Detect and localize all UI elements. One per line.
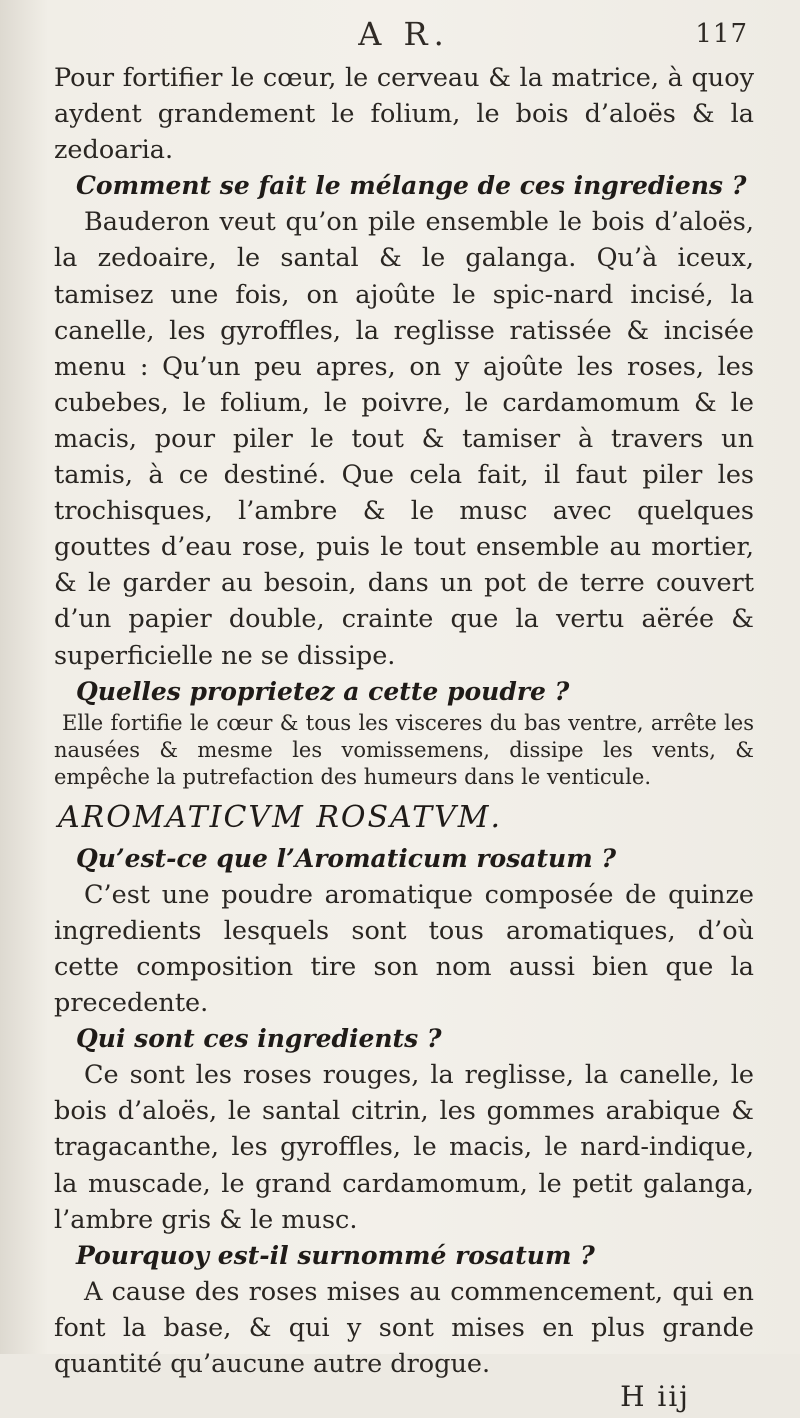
question-melange: Comment se fait le mélange de ces ingrediens ? — [76, 171, 747, 201]
paragraph-fortifier: Pour fortifier le cœur, le cerveau & la matrice, à quoy aydent grandement le folium, le bois d’aloës & la zedoaria. — [54, 63, 754, 166]
question-aromaticum: Qu’est-ce que l’Aromaticum rosatum ? — [76, 843, 617, 873]
paragraph-bauderon: Bauderon veut qu’on pile ensemble le bois d’aloës, la zedoaire, le santal & le galanga. Qu’à iceux, tamisez une fois, on ajoûte le spic-nard incisé, la canelle, les gyroffles, la reglisse ratissée & incisée menu : Qu’un peu apres, on y ajoûte les roses, les cubebes, le folium, le poivre, le cardamomum & le macis, pour piler le tout & tamiser à travers un tamis, à ce destiné. Que cela fait, il faut piler les trochisques, l’ambre & le musc avec quelques gouttes d’eau rose, puis le tout ensemble au mortier, & le garder au besoin, dans un pot de terre couvert d’un papier double, crainte que la vertu aërée & superficielle ne se dissipe. — [54, 207, 754, 671]
section-title-aromaticum: AROMATICVM ROSATVM. — [58, 799, 503, 835]
paragraph-proprietez: Elle fortifie le cœur & tous les visceres du bas ventre, arrête les nausées & mesme les vomissemens, dissipe les vents, & empêche la putrefaction des humeurs dans le venticule. — [54, 710, 754, 789]
question-rosatum: Pourquoy est-il surnommé rosatum ? — [76, 1240, 595, 1270]
running-head — [54, 8, 754, 60]
paragraph-poudre-aromatique: C’est une poudre aromatique composée de quinze ingredients lesquels sont tous aromatiques, d’où cette composition tire son nom aussi bien que la precedente. — [54, 879, 754, 1019]
signature-mark — [54, 1382, 754, 1418]
paragraph-ingredients: Ce sont les roses rouges, la reglisse, la canelle, le bois d’aloës, le santal citrin, les gommes arabique & tragacanthe, les gyroffles, le macis, le nard-indique, la muscade, le grand cardamomum, le petit galanga, l’ambre gris & le musc. — [54, 1060, 754, 1235]
running-head-title: A R. — [358, 15, 450, 53]
paragraph-roses: A cause des roses mises au commencement, qui en font la base, & qui y sont mises en plus grande quantité qu’aucune autre drogue. — [54, 1276, 754, 1379]
question-proprietez: Quelles proprietez a cette poudre ? — [76, 676, 570, 706]
page-number: 117 — [695, 19, 748, 49]
signature-text: H iij — [620, 1380, 690, 1414]
question-ingredients: Qui sont ces ingredients ? — [76, 1024, 442, 1054]
